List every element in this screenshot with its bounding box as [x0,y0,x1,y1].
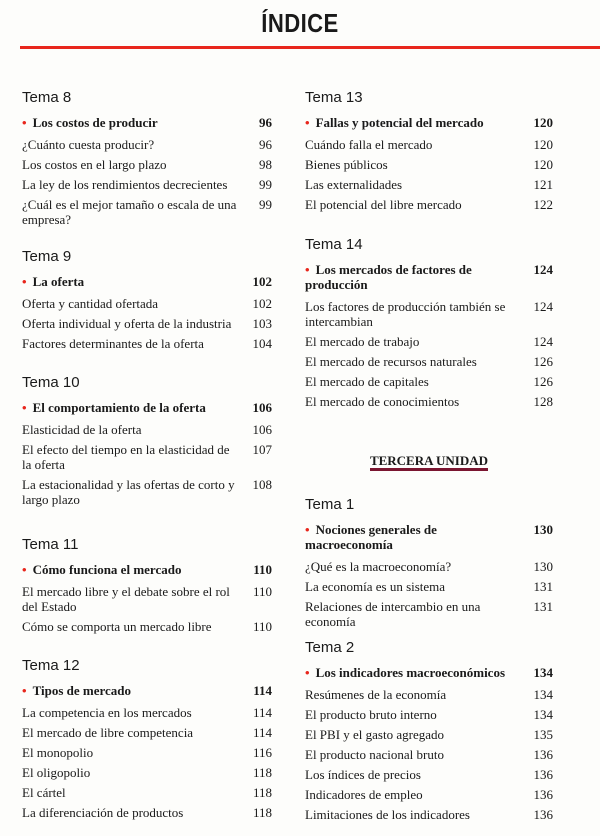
toc-entry[interactable] [305,194,553,214]
entry-label: El producto bruto interno [305,706,437,722]
tema-label: Tema 9 [22,248,72,265]
title-divider [20,46,600,49]
page-number: 114 [252,704,272,720]
page-number: 102 [252,295,272,311]
heading-label: Tipos de mercado [32,682,132,698]
entry-label: El producto nacional bruto [305,746,444,762]
page-number: 136 [533,786,553,802]
page-number: 136 [533,746,553,762]
page-number: 102 [252,273,272,289]
toc-entry[interactable] [305,174,553,194]
toc-section [305,233,553,411]
page-number: 120 [533,156,553,172]
toc-heading[interactable] [22,395,272,419]
page-number: 103 [252,315,272,331]
page-number: 134 [533,664,553,680]
page-number: 99 [259,196,272,212]
entry-label: El mercado de libre competencia [22,724,194,740]
entry-label: El mercado de conocimientos [305,393,460,409]
tema-label: Tema 14 [305,236,363,253]
toc-entry[interactable] [305,576,553,596]
toc-entry[interactable] [22,134,272,154]
page-number: 120 [533,114,553,130]
entry-label: Indicadores de empleo [305,786,423,802]
toc-entry[interactable] [22,293,272,313]
heading-label: Nociones generales de macroeconomía [305,521,437,552]
bullet-icon: • [305,521,310,537]
toc-section [22,86,272,229]
page-number: 124 [533,298,553,314]
toc-section [22,371,272,509]
toc-entry[interactable] [22,581,272,616]
toc-heading[interactable] [22,557,272,581]
entry-label: Los índices de precios [305,766,421,782]
toc-entry[interactable] [305,804,553,824]
toc-entry[interactable] [22,702,272,722]
page-number: 130 [533,558,553,574]
heading-label: Cómo funciona el mercado [32,561,182,577]
toc-section [22,245,272,353]
bullet-icon: • [305,261,310,277]
toc-entry[interactable] [22,762,272,782]
entry-label: Oferta individual y oferta de la industria [22,315,232,331]
page-number: 104 [252,335,272,351]
heading-label: Los indicadores macroeconómicos [315,664,506,680]
toc-entry[interactable] [305,351,553,371]
page-number: 134 [533,706,553,722]
toc-entry[interactable] [22,722,272,742]
toc-entry[interactable] [22,194,272,229]
toc-entry[interactable] [305,296,553,331]
bullet-icon: • [22,682,27,698]
toc-entry[interactable] [22,742,272,762]
entry-label: ¿Cuánto cuesta producir? [22,136,155,152]
page-number: 106 [252,399,272,415]
toc-entry[interactable] [22,313,272,333]
page-number: 128 [533,393,553,409]
toc-entry[interactable] [305,371,553,391]
toc-entry[interactable] [22,174,272,194]
entry-label: El monopolio [22,744,94,760]
toc-heading[interactable] [305,110,553,134]
bullet-icon: • [22,114,27,130]
page-number: 124 [533,333,553,349]
entry-label: El efecto del tiempo en la elasticidad de la oferta [22,441,230,472]
entry-label: El PBI y el gasto agregado [305,726,444,742]
unit-heading-label: TERCERA UNIDAD [370,453,488,471]
page-number: 110 [253,561,272,577]
entry-label: El mercado de trabajo [305,333,420,349]
toc-entry[interactable] [305,784,553,804]
page-number: 96 [259,114,272,130]
toc-entry[interactable] [305,154,553,174]
page-number: 107 [252,441,272,457]
entry-label: Resúmenes de la economía [305,686,447,702]
page-number: 98 [259,156,272,172]
page-number: 110 [252,618,272,634]
toc-heading[interactable] [22,269,272,293]
entry-label: La ley de los rendimientos decrecientes [22,176,228,192]
tema-label: Tema 2 [305,639,355,656]
toc-entry[interactable] [305,391,553,411]
toc-entry[interactable] [305,704,553,724]
entry-label: El potencial del libre mercado [305,196,462,212]
toc-entry[interactable] [305,684,553,704]
page-number: 131 [533,578,553,594]
heading-label: El comportamiento de la oferta [32,399,206,415]
entry-label: Bienes públicos [305,156,388,172]
entry-label: La diferenciación de productos [22,804,184,820]
page-number: 126 [533,373,553,389]
page-number: 136 [533,806,553,822]
page-number: 96 [259,136,272,152]
entry-label: El mercado de recursos naturales [305,353,477,369]
heading-label: La oferta [32,273,85,289]
entry-label: Cómo se comporta un mercado libre [22,618,212,634]
entry-label: Elasticidad de la oferta [22,421,142,437]
entry-label: El cártel [22,784,66,800]
toc-entry[interactable] [22,782,272,802]
toc-entry[interactable] [305,556,553,576]
toc-heading[interactable] [22,110,272,134]
page-number: 131 [533,598,553,614]
bullet-icon: • [305,664,310,680]
bullet-icon: • [305,114,310,130]
bullet-icon: • [22,273,27,289]
entry-label: ¿Qué es la macroeconomía? [305,558,452,574]
tema-label: Tema 11 [22,536,79,553]
page-number: 114 [253,682,272,698]
entry-label: Los costos en el largo plazo [22,156,167,172]
page-number: 118 [252,804,272,820]
toc-entry[interactable] [22,333,272,353]
toc-entry[interactable] [22,616,272,636]
page-number: 120 [533,136,553,152]
page-number: 134 [533,686,553,702]
page-number: 121 [533,176,553,192]
page-number: 126 [533,353,553,369]
page-number: 122 [533,196,553,212]
entry-label: Cuándo falla el mercado [305,136,433,152]
page-number: 135 [533,726,553,742]
toc-entry[interactable] [305,724,553,744]
toc-heading[interactable] [305,257,553,296]
toc-section [22,654,272,822]
entry-label: El oligopolio [22,764,91,780]
tema-label: Tema 13 [305,89,363,106]
heading-label: Los mercados de factores de producción [305,261,472,292]
page-number: 118 [252,784,272,800]
toc-entry[interactable] [305,596,553,631]
entry-label: La estacionalidad y las ofertas de corto y largo plazo [22,476,235,507]
entry-label: Factores determinantes de la oferta [22,335,204,351]
toc-entry[interactable] [22,474,272,509]
toc-section [305,636,553,824]
tema-label: Tema 10 [22,374,80,391]
page-number: 106 [252,421,272,437]
toc-heading[interactable] [22,678,272,702]
toc-section [22,533,272,636]
bullet-icon: • [22,561,27,577]
page-number: 99 [259,176,272,192]
toc-entry[interactable] [305,764,553,784]
toc-entry[interactable] [22,802,272,822]
page-number: 118 [252,764,272,780]
page-title: ÍNDICE [261,8,339,38]
entry-label: La economía es un sistema [305,578,446,594]
entry-label: ¿Cuál es el mejor tamaño o escala de una empresa? [22,196,237,227]
entry-label: Relaciones de intercambio en una economía [305,598,481,629]
tema-label: Tema 8 [22,89,72,106]
page-number: 116 [252,744,272,760]
toc-section [305,86,553,214]
toc-entry[interactable] [22,439,272,474]
page-number: 136 [533,766,553,782]
entry-label: Oferta y cantidad ofertada [22,295,159,311]
toc-heading[interactable] [305,517,553,556]
toc-entry[interactable] [305,331,553,351]
toc-entry[interactable] [22,154,272,174]
tema-label: Tema 1 [305,496,355,513]
toc-entry[interactable] [22,419,272,439]
bullet-icon: • [22,399,27,415]
entry-label: Los factores de producción también se intercambian [305,298,506,329]
entry-label: El mercado libre y el debate sobre el rol del Estado [22,583,230,614]
toc-entry[interactable] [305,744,553,764]
toc-entry[interactable] [305,134,553,154]
toc-section [305,493,553,631]
entry-label: La competencia en los mercados [22,704,192,720]
page-number: 108 [252,476,272,492]
entry-label: Limitaciones de los indicadores [305,806,470,822]
page-number: 110 [252,583,272,599]
heading-label: Los costos de producir [32,114,158,130]
toc-heading[interactable] [305,660,553,684]
page-number: 130 [533,521,553,537]
heading-label: Fallas y potencial del mercado [315,114,484,130]
page-number: 124 [533,261,553,277]
page-number: 114 [252,724,272,740]
entry-label: El mercado de capitales [305,373,429,389]
unit-heading [305,452,553,470]
tema-label: Tema 12 [22,657,80,674]
entry-label: Las externalidades [305,176,403,192]
